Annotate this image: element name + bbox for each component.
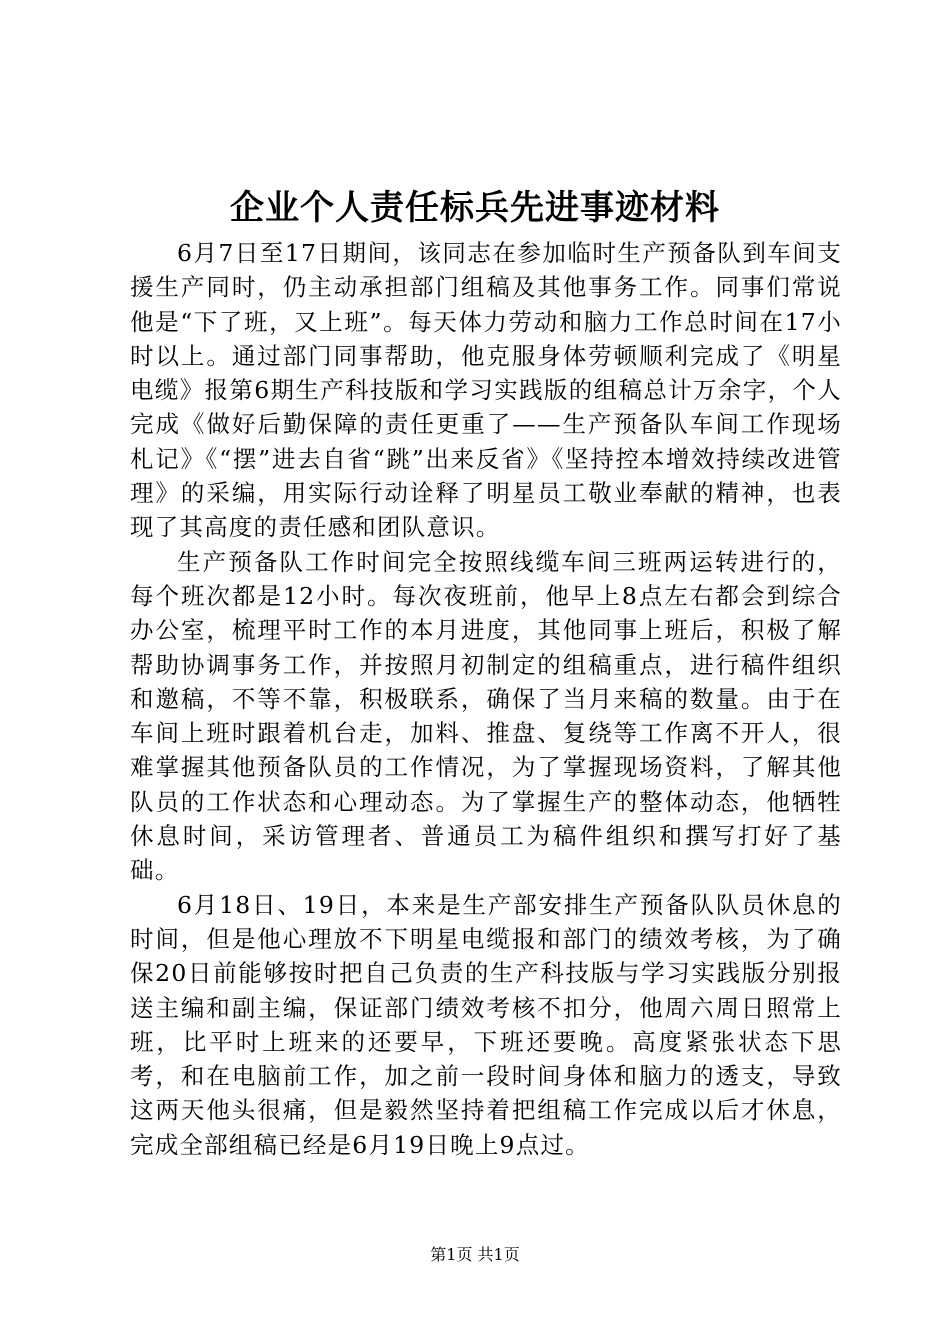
document-title: 企业个人责任标兵先进事迹材料 <box>230 188 720 228</box>
page-number-footer: 第1页 共1页 <box>430 1245 520 1264</box>
paragraph-3: 6月18日、19日，本来是生产部安排生产预备队队员休息的时间，但是他心理放不下明星电缆报和部门的绩效考核，为了确保20日前能够按时把自己负责的生产科技版与学习实践版分别报送主编和副主编，保证部门绩效考核不扣分，他周六周日照常上班，比平时上班来的还要早，下班还要晚。高度紧张状态下思考，和在电脑前工作，加之前一段时间身体和脑力的透支，导致这两天他头很痛，但是毅然坚持着把组稿工作完成以后才休息，完成全部组稿已经是6月19日晚上9点过。 <box>130 890 842 1159</box>
paragraph-2: 生产预备队工作时间完全按照线缆车间三班两运转进行的，每个班次都是12小时。每次夜班前，他早上8点左右都会到综合办公室，梳理平时工作的本月进度，其他同事上班后，积极了解帮助协调事务工作，并按照月初制定的组稿重点，进行稿件组织和邀稿，不等不靠，积极联系，确保了当月来稿的数量。由于在车间上班时跟着机台走，加料、推盘、复绕等工作离不开人，很难掌握其他预备队员的工作情况，为了掌握现场资料，了解其他队员的工作状态和心理动态。为了掌握生产的整体动态，他牺牲休息时间，采访管理者、普通员工为稿件组织和撰写打好了基础。 <box>130 547 842 885</box>
paragraph-1: 6月7日至17日期间，该同志在参加临时生产预备队到车间支援生产同时，仍主动承担部门组稿及其他事务工作。同事们常说他是“下了班，又上班”。每天体力劳动和脑力工作总时间在17小时以上。通过部门同事帮助，他克服身体劳顿顺利完成了《明星电缆》报第6期生产科技版和学习实践版的组稿总计万余字，个人完成《做好后勤保障的责任更重了——生产预备队车间工作现场札记》《“摆”进去自省“跳”出来反省》《坚持控本增效持续改进管理》的采编，用实际行动诠释了明星员工敬业奉献的精神，也表现了其高度的责任感和团队意识。 <box>130 239 842 542</box>
document-body <box>130 236 842 1162</box>
